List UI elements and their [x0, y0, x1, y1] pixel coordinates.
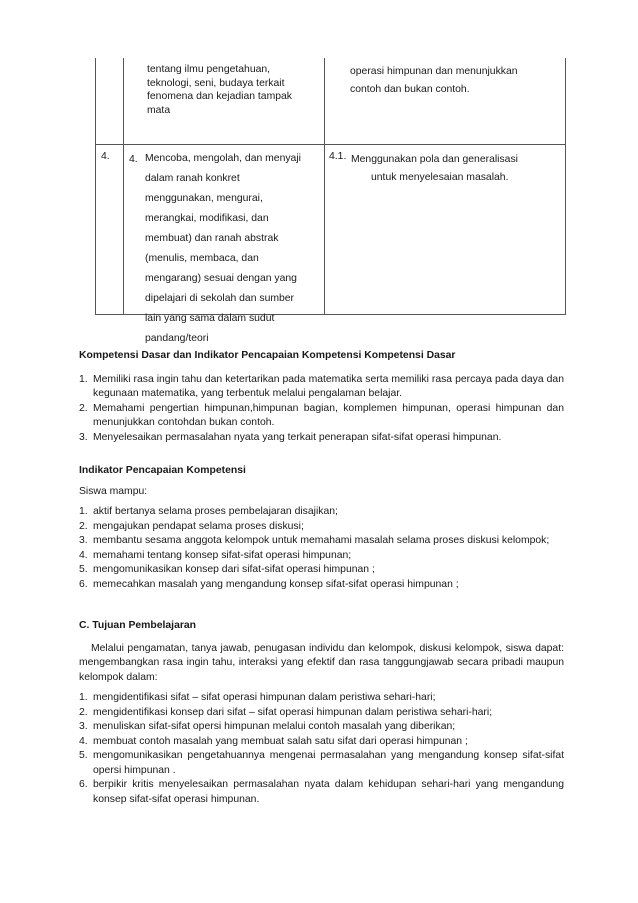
ipk-heading: Indikator Pencapaian Kompetensi: [79, 465, 246, 476]
list-number: 6.: [79, 578, 88, 590]
cell-line: dipelajari di sekolah dan sumber: [145, 293, 295, 304]
list-item: [79, 706, 564, 721]
cell-line: operasi himpunan dan menunjukkan: [350, 66, 518, 77]
list-item: [79, 778, 564, 807]
kd-heading: Kompetensi Dasar dan Indikator Pencapaian Kompetensi Kompetensi Dasar: [79, 350, 456, 361]
tujuan-section: [79, 619, 564, 807]
list-item: [79, 563, 564, 578]
list-number: 2.: [79, 402, 88, 414]
cell-line: mata: [147, 104, 171, 116]
cell-line: menggunakan, mengurai,: [145, 193, 263, 204]
table-divider: [123, 58, 124, 314]
list-text: Memahami pengertian himpunan,himpunan bagian, komplemen himpunan, operasi himpunan dan menunjukkan contohdan bukan contoh.: [93, 402, 564, 428]
list-text: mengidentifikasi sifat – sifat operasi himpunan dalam peristiwa sehari-hari;: [93, 692, 436, 703]
list-number: 5.: [79, 750, 88, 761]
list-number: 6.: [79, 779, 88, 790]
table-cell-prev-col3: [350, 63, 560, 99]
list-number: 1.: [79, 506, 88, 517]
cell-line: contoh dan bukan contoh.: [350, 84, 470, 95]
list-item: [79, 720, 564, 735]
kd-list: [79, 373, 564, 446]
cell-line: Mencoba, mengolah, dan menyaji: [145, 153, 301, 164]
cell-line: (menulis, membaca, dan: [145, 253, 259, 264]
list-text: menuliskan sifat-sifat opersi himpunan melalui contoh masalah yang diberikan;: [93, 721, 456, 732]
list-item: [79, 402, 564, 431]
competency-table: [95, 58, 566, 344]
cell-line: fenomena dan kejadian tampak: [147, 91, 292, 102]
list-number: 4.: [79, 735, 88, 747]
list-item: [79, 749, 564, 778]
table-cell-prev-col2: [147, 63, 319, 117]
cell-line: tentang ilmu pengetahuan,: [147, 64, 271, 75]
list-item: [79, 735, 564, 750]
cell-line: teknologi, seni, budaya terkait: [147, 77, 285, 89]
list-item: [79, 534, 564, 549]
cell-line: mengarang) sesuai dengan yang: [145, 273, 297, 284]
table-row-divider: [96, 144, 565, 145]
tujuan-list: [79, 691, 564, 807]
cell-line: membuat) dan ranah abstrak: [145, 233, 279, 244]
table-divider: [324, 58, 325, 314]
list-text: memahami tentang konsep sifat-sifat operasi himpunan;: [93, 549, 352, 561]
list-text: mengomunikasikan pengetahuannya mengenai permasalahan yang mengandung konsep sifat-sifat opersi himpunan .: [93, 750, 564, 776]
list-number: 3.: [79, 721, 88, 732]
list-number: 4.: [79, 549, 88, 561]
list-text: mengomunikasikan konsep dari sifat-sifat operasi himpunan ;: [93, 564, 375, 575]
list-item: [79, 505, 564, 520]
list-number: 3.: [79, 431, 88, 443]
cell-line: dalam ranah konkret: [145, 173, 240, 184]
list-number: 2.: [79, 520, 88, 532]
list-text: berpikir kritis menyelesaikan permasalahan nyata dalam kehidupan sehari-hari yang mengandung konsep sifat-sifat operasi himpunan.: [93, 779, 564, 805]
list-number: 5.: [79, 564, 88, 575]
list-number: 3.: [79, 535, 88, 546]
list-number: 1.: [79, 373, 88, 385]
cell-line: untuk menyelesaian masalah.: [371, 172, 509, 183]
list-item: [79, 373, 564, 402]
list-text: membuat contoh masalah yang membuat salah satu sifat dari operasi himpunan ;: [93, 735, 468, 747]
list-text: aktif bertanya selama proses pembelajaran disajikan;: [93, 506, 338, 517]
tujuan-heading: C. Tujuan Pembelajaran: [79, 620, 197, 631]
list-text: memecahkan masalah yang mengandung konsep sifat-sifat operasi himpunan ;: [93, 578, 459, 590]
list-text: membantu sesama anggota kelompok untuk memahami masalah selama proses diskusi kelompok;: [93, 535, 550, 546]
cell-line: lain yang sama dalam sudut: [145, 313, 275, 324]
list-text: mengidentifikasi konsep dari sifat – sifat operasi himpunan dalam peristiwa sehari-hari;: [93, 706, 493, 718]
ipk-list: [79, 505, 564, 592]
row-number: 4.: [101, 151, 110, 162]
col2-item-number: 4.: [129, 154, 138, 165]
tujuan-paragraph: Melalui pengamatan, tanya jawab, penugasan individu dan kelompok, diskusi kelompok, siswa dapat: mengembangkan rasa ingin tahu, interaksi yang efektif dan rasa tanggungjawab secara pribadi maupun kelompok dalam:: [79, 642, 564, 683]
list-text: Menyelesaikan permasalahan nyata yang terkait penerapan sifat-sifat operasi himpunan.: [93, 431, 502, 443]
list-text: Memiliki rasa ingin tahu dan ketertarikan pada matematika serta memiliki rasa percaya pada daya dan kegunaan matematika, yang terbentuk melalui pengalaman belajar.: [93, 373, 564, 399]
cell-line: pandang/teori: [145, 333, 209, 344]
list-number: 1.: [79, 692, 88, 703]
cell-line: merangkai, modifikasi, dan: [145, 213, 269, 224]
col3-item-number: 4.1.: [329, 151, 347, 162]
list-text: mengajukan pendapat selama proses diskusi;: [93, 520, 304, 532]
list-item: [79, 520, 564, 535]
table-cell-row4-col2: [145, 149, 321, 349]
list-item: [79, 431, 564, 446]
table-cell-row4-col3: [351, 151, 563, 187]
kd-section: [79, 349, 564, 445]
list-item: [79, 549, 564, 564]
list-item: [79, 578, 564, 593]
cell-line: Menggunakan pola dan generalisasi: [351, 154, 518, 165]
ipk-intro: Siswa mampu:: [79, 485, 148, 497]
list-item: [79, 691, 564, 706]
ipk-section: [79, 464, 564, 592]
list-number: 2.: [79, 706, 88, 718]
